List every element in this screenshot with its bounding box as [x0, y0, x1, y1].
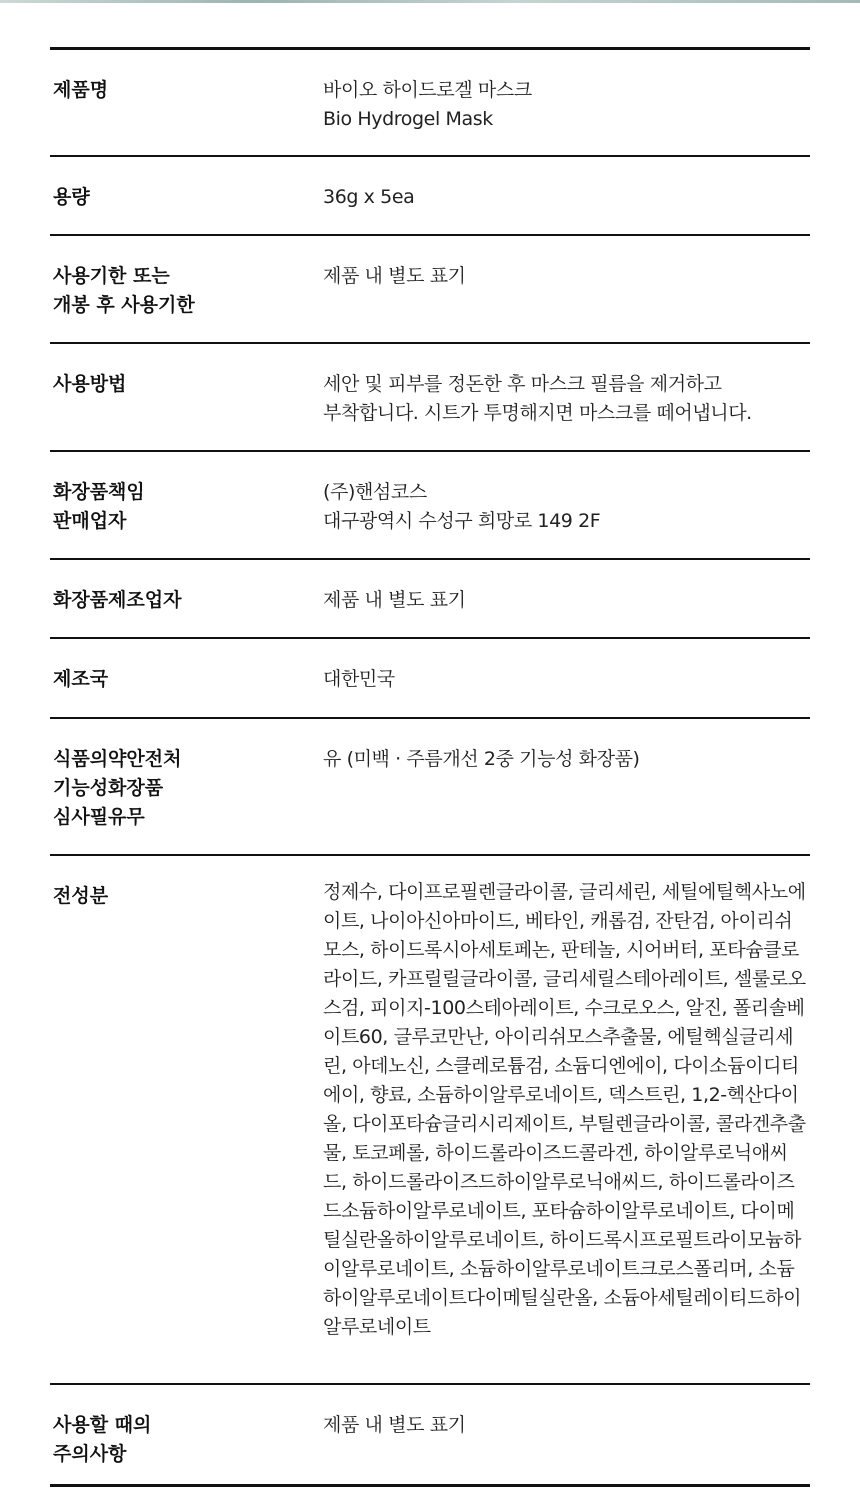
- row-label: 화장품제조업자: [53, 589, 182, 611]
- row-value: 제품 내 별도 표기: [323, 589, 466, 611]
- row-value: (주)핸섬코스 대구광역시 수성구 희망로 149 2F: [323, 481, 601, 532]
- table-row-precautions: [50, 1385, 810, 1487]
- row-label: 사용할 때의 주의사항: [53, 1414, 152, 1465]
- row-label: 식품의약안전처 기능성화장품 심사필유무: [53, 748, 182, 828]
- table-row-expiry: [50, 236, 810, 344]
- table-row-capacity: [50, 157, 810, 236]
- table-row-country: [50, 639, 810, 719]
- table-row-functional-review: [50, 719, 810, 856]
- row-label: 화장품책임 판매업자: [53, 481, 145, 532]
- row-value: 36g x 5ea: [323, 186, 415, 208]
- row-label: 전성분: [53, 885, 109, 907]
- row-value: 정제수, 다이프로필렌글라이콜, 글리세린, 세틸에틸헥사노에이트, 나이아신아마이드, 베타인, 캐롭검, 잔탄검, 아이리쉬모스, 하이드록시아세토페논, 판테놀, 시어버터, 포타슘클로라이드, 카프릴릴글라이콜, 글리세릴스테아레이트, 셀룰로오스검, 피이지-100스테아레이트, 수크로오스, 알진, 폴리솔베이트60, 글루코만난, 아이리쉬모스추출물, 에틸헥실글리세린, 아데노신, 스클레로튬검, 소듐디엔에이, 다이소듐이디티에이, 향료, 소듐하이알루로네이트, 덱스트린, 1,2-헥산다이올, 다이포타슘글리시리제이트, 부틸렌글라이콜, 콜라겐추출물, 토코페롤, 하이드롤라이즈드콜라겐, 하이알루로닉애씨드, 하이드롤라이즈드하이알루로닉애씨드, 하이드롤라이즈드소듐하이알루로네이트, 포타슘하이알루로네이트, 다이메틸실란올하이알루로네이트, 하이드록시프로필트라이모늄하이알루로네이트, 소듐하이알루로네이트크로스폴리머, 소듐하이알루로네이트다이메틸실란올, 소듐아세틸레이티드하이알루로네이트: [323, 881, 806, 1338]
- table-row-manufacturer: [50, 560, 810, 639]
- table-row-ingredients: [50, 856, 810, 1385]
- row-label: 사용방법: [53, 373, 127, 395]
- table-row-distributor: [50, 452, 810, 560]
- table-row-product-name: [50, 50, 810, 157]
- row-value: 유 (미백 · 주름개선 2중 기능성 화장품): [323, 748, 640, 770]
- row-label: 제품명: [53, 79, 109, 101]
- row-label: 제조국: [53, 668, 109, 690]
- row-value: 대한민국: [323, 668, 395, 690]
- row-label: 사용기한 또는 개봉 후 사용기한: [53, 265, 195, 316]
- row-label: 용량: [53, 186, 90, 208]
- row-value: 세안 및 피부를 정돈한 후 마스크 필름을 제거하고 부착합니다. 시트가 투명해지면 마스크를 떼어냅니다.: [323, 373, 752, 424]
- product-info-table: [50, 47, 810, 1487]
- table-row-usage: [50, 344, 810, 452]
- row-value: 바이오 하이드로겔 마스크 Bio Hydrogel Mask: [323, 79, 532, 130]
- top-decorative-strip: [0, 0, 860, 3]
- row-value: 제품 내 별도 표기: [323, 1414, 466, 1436]
- row-value: 제품 내 별도 표기: [323, 265, 466, 287]
